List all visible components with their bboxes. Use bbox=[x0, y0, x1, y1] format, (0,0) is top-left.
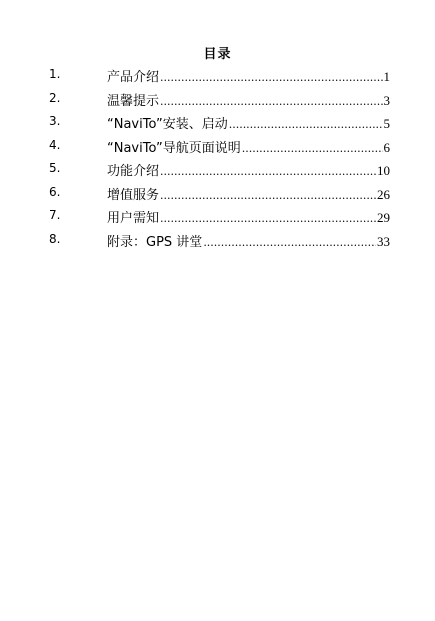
toc-entry-line bbox=[107, 160, 390, 179]
toc-entry-title: 温馨提示 bbox=[107, 93, 160, 109]
toc-entry-number: 3. bbox=[49, 114, 61, 128]
toc-list bbox=[0, 64, 435, 252]
toc-entry-number: 7. bbox=[49, 208, 61, 222]
toc-entry bbox=[0, 229, 435, 253]
toc-entry-page: 26 bbox=[377, 186, 390, 202]
toc-dot-leader bbox=[160, 71, 382, 84]
toc-entry-page: 29 bbox=[377, 210, 390, 225]
toc-entry-number: 2. bbox=[49, 90, 61, 105]
toc-entry bbox=[0, 111, 435, 135]
toc-entry-page: 3 bbox=[383, 92, 390, 108]
toc-entry-title: 用户需知 bbox=[107, 211, 160, 226]
toc-entry bbox=[0, 158, 435, 182]
toc-entry-title: “NaviTo”安装、启动 bbox=[107, 117, 228, 132]
toc-dot-leader bbox=[160, 212, 376, 225]
toc-entry-title: 功能介绍 bbox=[107, 164, 160, 179]
toc-dot-leader bbox=[160, 165, 376, 178]
toc-entry-line bbox=[107, 113, 390, 132]
toc-entry-page: 6 bbox=[383, 139, 390, 155]
toc-dot-leader bbox=[242, 142, 383, 155]
toc-entry-title: 产品介绍 bbox=[107, 70, 160, 85]
toc-title: 目录 bbox=[203, 47, 232, 62]
toc-entry bbox=[0, 182, 435, 206]
toc-entry-line bbox=[107, 137, 390, 156]
toc-dot-leader bbox=[203, 236, 376, 249]
toc-entry-page: 1 bbox=[383, 69, 390, 84]
toc-entry-line bbox=[107, 66, 390, 85]
toc-entry-number: 4. bbox=[49, 137, 61, 152]
toc-entry bbox=[0, 64, 435, 88]
toc-entry-number: 1. bbox=[49, 67, 61, 81]
toc-entry-number: 8. bbox=[49, 231, 61, 246]
toc-entry-line bbox=[107, 184, 390, 203]
toc-entry-title: “NaviTo”导航页面说明 bbox=[107, 140, 241, 156]
toc-entry-title: 增值服务 bbox=[107, 187, 160, 203]
toc-entry-page: 33 bbox=[377, 233, 390, 249]
toc-entry bbox=[0, 135, 435, 159]
toc-entry-line bbox=[107, 90, 390, 109]
toc-entry-line bbox=[107, 231, 390, 250]
toc-dot-leader bbox=[160, 95, 382, 108]
toc-entry-page: 10 bbox=[377, 163, 390, 178]
toc-entry-page: 5 bbox=[383, 116, 390, 131]
toc-entry-number: 5. bbox=[49, 161, 61, 175]
toc-dot-leader bbox=[229, 118, 383, 131]
toc-entry-line bbox=[107, 207, 390, 226]
toc-dot-leader bbox=[160, 189, 376, 202]
toc-entry-title: 附录：GPS 讲堂 bbox=[107, 234, 203, 250]
toc-entry-number: 6. bbox=[49, 184, 61, 199]
toc-entry bbox=[0, 205, 435, 229]
toc-entry bbox=[0, 88, 435, 112]
